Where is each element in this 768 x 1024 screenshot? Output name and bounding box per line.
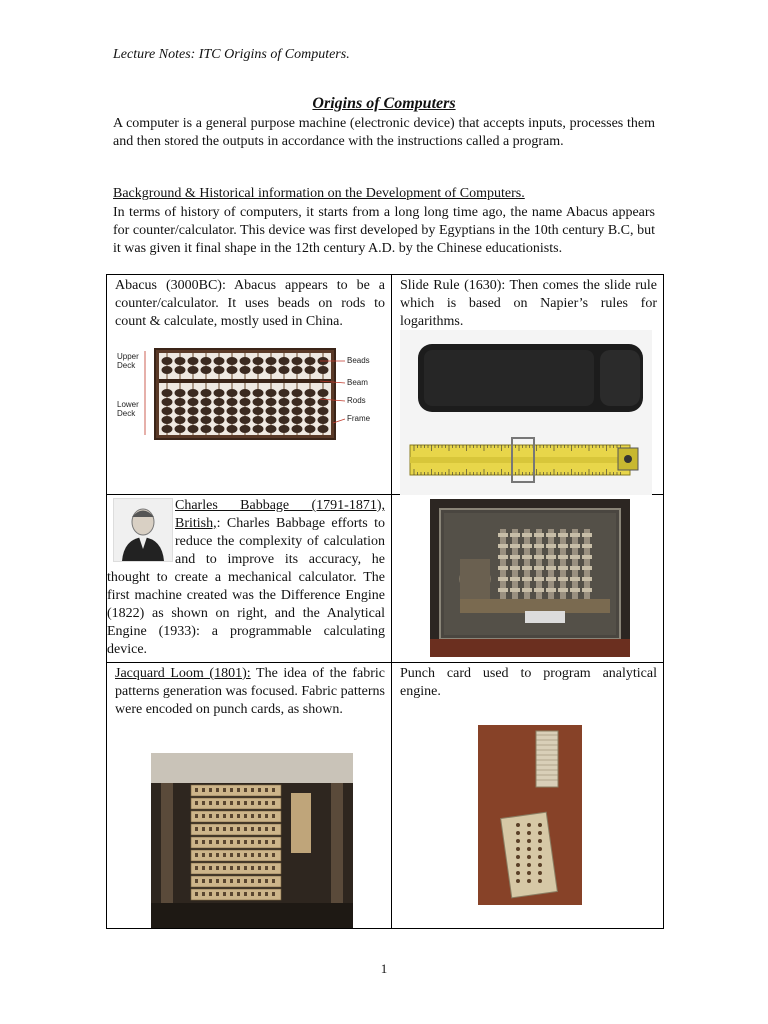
babbage-cell <box>107 495 392 663</box>
abacus-cell <box>107 275 392 495</box>
punch-card-image <box>478 725 582 905</box>
abacus-label-beam: Beam <box>347 378 368 387</box>
babbage-description: : Charles Babbage efforts to reduce the complexity of calculation and to improve its accuracy, he thought to create a mechanical calculator. The first machine created was the Difference Engine (1822) as shown on right, and the Analytical Engine (1933): a programmable calculating device. <box>107 516 385 657</box>
jacquard-title: Jacquard Loom (1801): <box>115 666 251 681</box>
jacquard-description: The idea of the fabric patterns generation was focused. Fabric patterns were encoded on punch cards, as shown. <box>115 666 385 717</box>
document-header: Lecture Notes: ITC Origins of Computers. <box>113 47 350 62</box>
difference-engine-image <box>430 499 630 657</box>
abacus-label-frame: Frame <box>347 414 371 423</box>
abacus-label-upper: Upper Deck <box>117 352 139 370</box>
abacus-image <box>115 343 371 443</box>
punch-card-cell <box>392 663 664 929</box>
history-paragraph: In terms of history of computers, it starts from a long long time ago, the name Abacus appears for counter/calculator. This device was first developed by Egyptians in the 10th century B.C, but it was given it final shape in the 12th century A.D. by the Chinese educationists. <box>113 205 655 256</box>
table-row <box>107 663 664 929</box>
slide-rule-image <box>400 330 652 495</box>
slide-rule-text: Slide Rule (1630): Then comes the slide rule which is based on Napier’s rules for logarithms. <box>400 278 657 329</box>
abacus-description: Abacus appears to be a counter/calculator. It uses beads on rods to count & calculate, mostly used in China. <box>115 278 385 329</box>
abacus-text <box>107 275 391 331</box>
abacus-label-lower: Lower Deck <box>117 400 139 418</box>
abacus-title: Abacus (3000BC): <box>115 278 226 293</box>
slide-rule-cell <box>392 275 664 495</box>
jacquard-cell <box>107 663 392 929</box>
abacus-label-rods: Rods <box>347 396 366 405</box>
table-row <box>107 275 664 495</box>
table-row <box>107 495 664 663</box>
page-number: 1 <box>380 961 388 976</box>
punch-card-text: Punch card used to program analytical engine. <box>400 666 657 699</box>
history-table <box>106 274 664 929</box>
section-heading: Background & Historical information on the Development of Computers. <box>113 186 525 201</box>
difference-engine-cell <box>392 495 664 663</box>
babbage-portrait <box>113 498 173 562</box>
jacquard-text <box>107 663 391 719</box>
babbage-title: Charles Babbage (1791-1871), British, <box>175 498 385 531</box>
page-title: Origins of Computers <box>312 95 456 112</box>
intro-paragraph: A computer is a general purpose machine (electronic device) that accepts inputs, processes them and then stored the outputs in accordance with the instructions called a program. <box>113 116 655 149</box>
abacus-label-beads: Beads <box>347 356 370 365</box>
jacquard-loom-image <box>151 753 353 928</box>
